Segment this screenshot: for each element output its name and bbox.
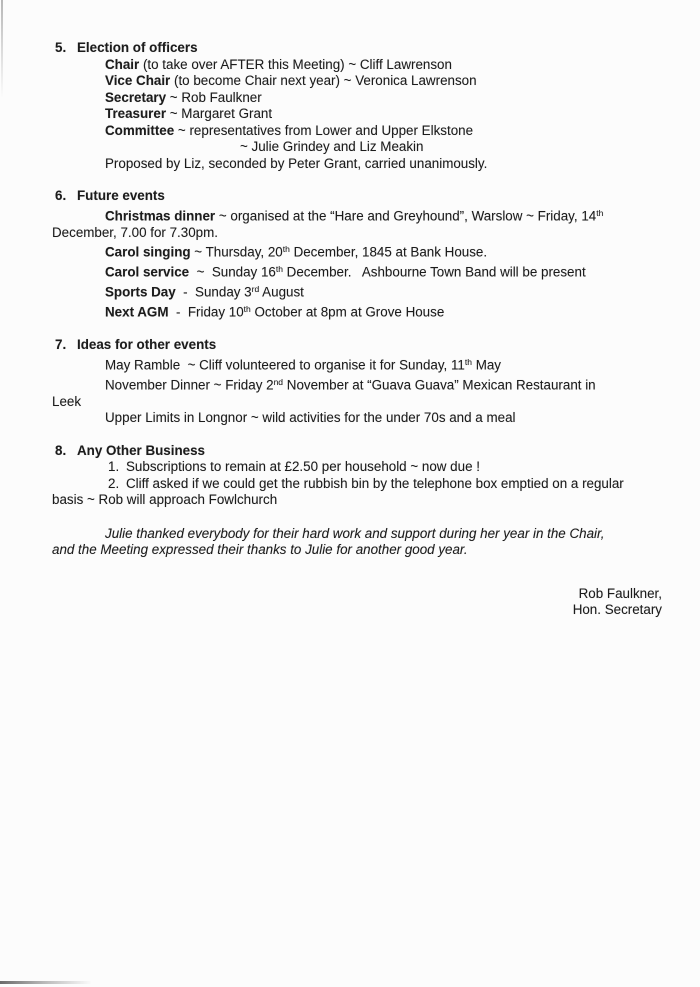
text-segment: (to take over AFTER this Meeting) ~ Cliff Lawrenson <box>139 56 452 72</box>
document-line <box>52 394 662 411</box>
text-segment: ~ Julie Grindey and Liz Meakin <box>240 139 424 154</box>
text-segment: ~ Thursday, 20 <box>190 244 283 260</box>
section-number: 8. <box>55 442 67 458</box>
text-segment: th <box>275 264 283 274</box>
closing-paragraph <box>52 526 662 559</box>
text-segment: basis ~ Rob will approach Fowlchurch <box>52 492 278 507</box>
text-segment: th <box>464 356 472 367</box>
text-segment: August <box>259 284 304 300</box>
section-5 <box>52 40 662 172</box>
signature-role: Hon. Secretary <box>572 602 662 617</box>
text-segment: ~ Margaret Grant <box>166 106 273 121</box>
text-segment: Next AGM <box>105 304 169 320</box>
text-segment: Secretary <box>105 89 167 105</box>
section-title: Ideas for other events <box>77 337 217 352</box>
document-line <box>105 410 662 427</box>
document-line <box>105 106 662 123</box>
document-line <box>105 374 662 394</box>
text-segment: and the Meeting expressed their thanks to Julie for another good year. <box>52 542 468 557</box>
scan-artifact-left-edge <box>1 0 3 98</box>
text-segment: Chair <box>105 56 140 72</box>
text-segment: - Friday 10 <box>168 304 244 320</box>
text-segment: May Ramble ~ Cliff volunteered to organise it for Sunday, 11 <box>105 357 465 372</box>
section-6 <box>52 188 662 321</box>
text-segment: rd <box>251 284 260 294</box>
text-segment: Treasurer <box>105 106 167 121</box>
section-title: Election of officers <box>77 40 198 55</box>
signature-name: Rob Faulkner, <box>578 585 662 601</box>
text-segment: th <box>596 207 604 218</box>
text-segment: - Sunday 3 <box>175 284 252 300</box>
text-segment: nd <box>273 376 284 387</box>
document-line <box>105 123 662 140</box>
document-line <box>52 542 662 559</box>
document-line <box>105 301 662 321</box>
section-heading <box>52 337 662 354</box>
section-number: 5. <box>55 40 67 55</box>
text-segment: October at 8pm at Grove House <box>250 304 445 320</box>
list-item-number: 2. <box>108 475 120 491</box>
document-line <box>105 156 662 173</box>
text-segment: Upper Limits in Longnor ~ wild activities for the under 70s and a meal <box>105 410 516 425</box>
document-line <box>105 205 662 225</box>
text-segment: November Dinner ~ Friday 2 <box>105 377 274 392</box>
scan-artifact-bottom-edge <box>0 981 92 984</box>
text-segment: November at “Guava Guava” Mexican Restaurant in <box>283 377 596 392</box>
section-heading <box>52 443 662 460</box>
document-line <box>105 261 662 281</box>
text-segment: Leek <box>52 393 82 409</box>
list-item-number: 1. <box>108 459 120 474</box>
text-segment: Julie thanked everybody for their hard work and support during her year in the Chair, <box>105 525 605 541</box>
text-segment: Subscriptions to remain at £2.50 per household ~ now due ! <box>126 459 480 474</box>
section-8 <box>52 443 662 509</box>
document-content <box>52 40 662 619</box>
text-segment: (to become Chair next year) ~ Veronica Lawrenson <box>170 73 477 88</box>
document-line <box>105 281 662 301</box>
section-number: 6. <box>55 188 67 203</box>
text-segment: ~ organised at the “Hare and Greyhound”, Warslow ~ Friday, 14 <box>215 208 597 223</box>
document-line <box>105 526 662 543</box>
text-segment: ~ Sunday 16 <box>189 264 276 280</box>
document-line <box>105 90 662 107</box>
text-segment: ~ Rob Faulkner <box>166 89 262 105</box>
section-heading <box>52 40 662 57</box>
text-segment: Committee <box>105 122 175 138</box>
document-line <box>105 354 662 374</box>
text-segment: ~ representatives from Lower and Upper Elkstone <box>174 122 474 138</box>
section-title: Future events <box>77 188 165 203</box>
section-number: 7. <box>55 337 67 352</box>
document-line <box>105 73 662 90</box>
document-line <box>108 459 662 476</box>
section-heading <box>52 188 662 205</box>
text-segment: Carol service <box>105 264 190 280</box>
document-sections <box>52 40 662 509</box>
text-segment: December, 1845 at Bank House. <box>289 244 488 260</box>
document-line <box>240 139 662 156</box>
section-title: Any Other Business <box>77 442 205 458</box>
text-segment: May <box>471 357 502 372</box>
text-segment: Proposed by Liz, seconded by Peter Grant, carried unanimously. <box>105 155 488 171</box>
text-segment: December. Ashbourne Town Band will be present <box>282 264 586 280</box>
text-segment: th <box>243 304 251 314</box>
signature-block <box>52 586 662 619</box>
text-segment: Sports Day <box>105 284 176 300</box>
document-line <box>52 492 662 509</box>
text-segment: Carol singing <box>105 244 191 260</box>
text-segment: Vice Chair <box>105 73 171 88</box>
document-line <box>105 241 662 261</box>
text-segment: Cliff asked if we could get the rubbish bin by the telephone box emptied on a regular <box>126 475 624 491</box>
text-segment: th <box>282 244 290 254</box>
section-7 <box>52 337 662 427</box>
document-line <box>52 225 662 242</box>
text-segment: December, 7.00 for 7.30pm. <box>52 224 218 240</box>
document-line <box>108 476 662 493</box>
text-segment: Christmas dinner <box>105 208 216 223</box>
document-line <box>105 57 662 74</box>
